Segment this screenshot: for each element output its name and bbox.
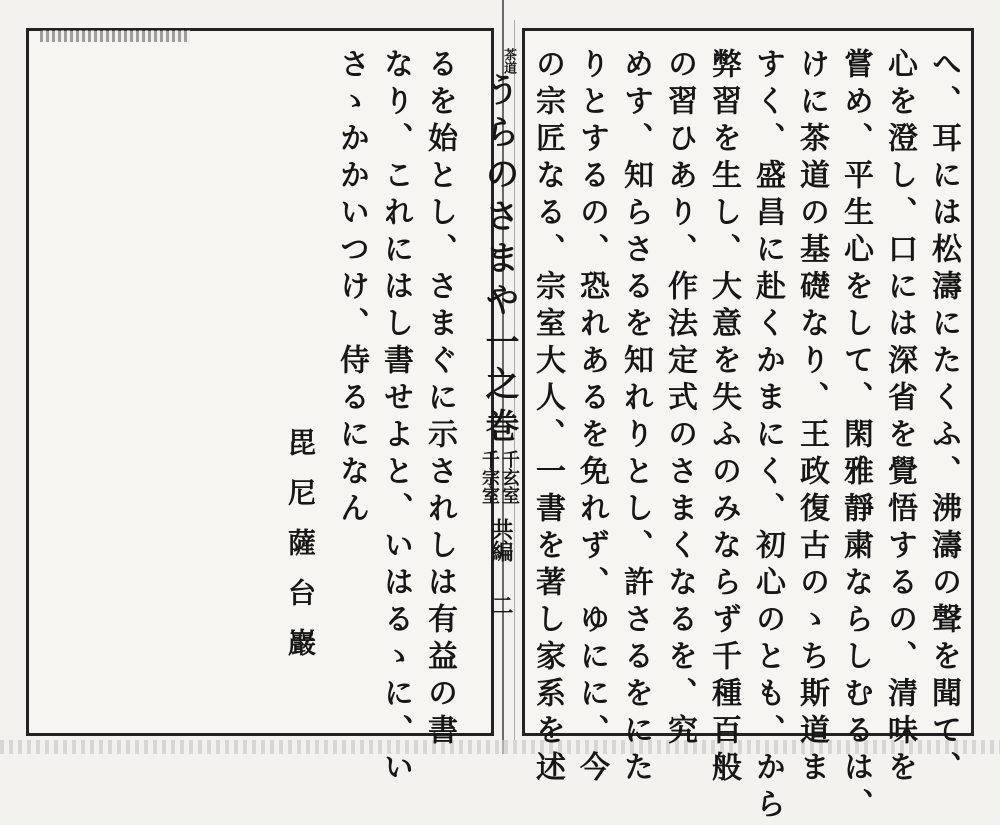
text-column: へ、耳には松濤にたくふ、沸濤の聲を聞て、 [926, 48, 961, 788]
editor-suffix: 共編 [488, 518, 514, 562]
text-column: るを始とし、さまぐに示されしは有益の書 [422, 48, 457, 751]
genre-label: 茶道 [501, 48, 516, 74]
text-column: めす、知らさるを知れりとし、許さるをにた [618, 48, 653, 788]
text-column: なり、これにはし書せよと、いはるゝに、い [378, 48, 413, 788]
text-column: けに茶道の基礎なり、王政復古のゝち斯道ま [794, 48, 829, 788]
decorative-border-strip [40, 30, 190, 42]
page-number: 二 [488, 594, 514, 616]
author-signature: 毘尼薩台巖 [284, 428, 317, 678]
text-column: の宗匠なる、宗室大人、一書を著し家系を述 [530, 48, 565, 788]
editor-name: 千玄室 [499, 450, 520, 504]
center-margin-strip [476, 30, 522, 736]
text-column: 弊習を生し、大意を失ふのみならず千種百般 [706, 48, 741, 788]
text-column: 心を澄し、口には深省を覺悟するの、清味を [882, 48, 917, 788]
book-title: うらのさまや一之巻 [479, 72, 519, 450]
text-column: りとするの、恐れあるを免れず、ゆにに、今 [574, 48, 609, 788]
text-column: すく、盛昌に赴くかまにく、初心のとも、から [750, 48, 785, 825]
editor-name: 千宗室 [479, 450, 500, 504]
text-column: の習ひあり、作法定式のさまくなるを、究 [662, 48, 697, 751]
text-column: 嘗め、平生心をして、閑雅靜粛ならしむるは、 [838, 48, 873, 825]
text-column: さゝかかいつけ、侍るになん [334, 48, 369, 529]
